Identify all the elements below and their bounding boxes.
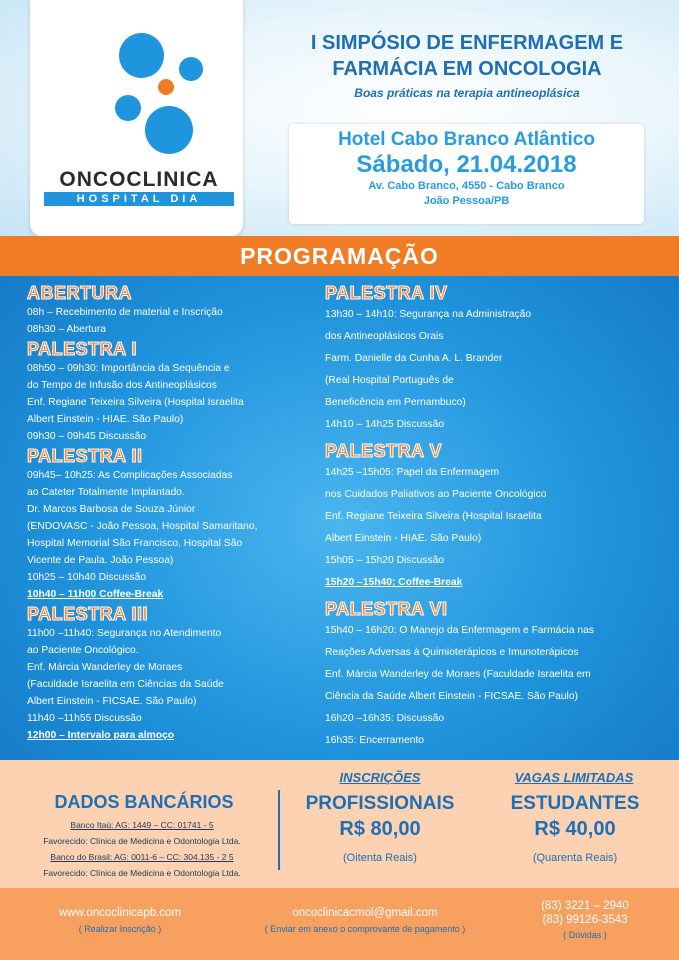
section-title: PALESTRA III (27, 604, 149, 624)
bank-itau: Banco Itaú: AG: 1449 – CC: 01741 - 5 (70, 820, 214, 830)
program-line: 15h40 – 16h20: O Manejo da Enfermagem e Farmácia nas (325, 625, 595, 636)
venue-address: Av. Cabo Branco, 4550 - Cabo Branco (368, 180, 565, 192)
program-line: Enf. Regiane Teixeira Silveira (Hospital Israelita (325, 511, 542, 522)
program-line: 09h45– 10h25: As Complicações Associadas (27, 470, 233, 481)
program-line: dos Antineoplásicos Orais (325, 331, 444, 342)
program-right-column (325, 282, 675, 756)
program-left-column (27, 282, 297, 744)
section-title: ABERTURA (27, 283, 132, 303)
website-link[interactable]: www.oncoclinicapb.com (58, 907, 182, 919)
program-line: Ciência da Saúde Albert Einstein - FICSAE. São Paulo) (325, 691, 578, 702)
program-line: 08h50 – 09h30: Importância da Sequência e (27, 363, 230, 374)
program-line: Hospital Memorial São Francisco, Hospital São (27, 538, 243, 549)
event-title-line2: FARMÁCIA EM ONCOLOGIA (332, 58, 602, 80)
program-line: Albert Einstein - HIAE. São Paulo) (27, 414, 184, 425)
program-line: Reações Adversas à Quimioterápicos e Imunoterápicos (325, 647, 579, 658)
program-line: Farm. Danielle da Cunha A. L. Brander (325, 353, 503, 364)
program-line: ao Paciente Oncológico. (27, 645, 139, 656)
section-title: PALESTRA V (325, 441, 443, 461)
program-line: ao Cateter Totalmente Implantado. (27, 487, 185, 498)
program-line: (Real Hospital Português de (325, 375, 454, 386)
program-line: (Faculdade Israelita em Ciências da Saúde (27, 679, 224, 690)
program-line: (ENDOVASC - João Pessoa, Hospital Samaritano, (27, 521, 258, 532)
program-line: 14h10 – 14h25 Discussão (325, 419, 445, 430)
vagas-heading: VAGAS LIMITADAS (514, 770, 634, 785)
event-title (262, 30, 672, 82)
program-line: 11h00 –11h40: Segurança no Atendimento (27, 628, 222, 639)
bank-itau-holder: Favorecido: Clínica de Medicina e Odontologia Ltda. (43, 836, 241, 846)
logo-dot (179, 57, 203, 81)
section-title: PALESTRA VI (325, 599, 448, 619)
professional-label: PROFISSIONAIS (305, 793, 455, 814)
section-title: PALESTRA II (27, 446, 143, 466)
logo-name: ONCOCLINICA (59, 168, 219, 191)
inscricoes-heading: INSCRIÇÕES (339, 770, 421, 785)
program-line: 10h40 – 11h00 Coffee-Break (27, 589, 164, 600)
program-line: Dr. Marcos Barbosa de Souza Júnior (27, 504, 196, 515)
logo-dot (145, 106, 193, 154)
email-note: ( Enviar em anexo o comprovante de pagamento ) (264, 924, 466, 934)
student-price: R$ 40,00 (534, 818, 616, 840)
program-line: 13h30 – 14h10: Segurança na Administração (325, 309, 532, 320)
event-title-line1: I SIMPÓSIO DE ENFERMAGEM E (310, 32, 624, 54)
program-line: Albert Einstein - FICSAE. São Paulo) (27, 696, 197, 707)
program-line: nos Cuidados Paliativos ao Paciente Oncológico (325, 489, 547, 500)
divider (278, 790, 280, 870)
section-title: PALESTRA I (27, 339, 138, 359)
website-note: ( Realizar Inscrição ) (78, 924, 162, 934)
event-date: Sábado, 21.04.2018 (356, 151, 577, 178)
bank-title: DADOS BANCÁRIOS (54, 792, 234, 812)
bank-bb: Banco do Brasil: AG: 0011-6 – CC: 304.135 - 2 5 (50, 852, 234, 862)
program-line: 12h00 – Intervalo para almoço (27, 730, 175, 741)
program-line: 15h20 –15h40: Coffee-Break (325, 577, 463, 588)
venue-city: João Pessoa/PB (423, 195, 510, 207)
student-label: ESTUDANTES (510, 793, 640, 814)
program-line: Enf. Regiane Teixeira Silveira (Hospital Israelita (27, 397, 244, 408)
logo-card (30, 0, 243, 236)
professional-words: (Oitenta Reais) (343, 852, 417, 864)
program-line: 16h35: Encerramento (325, 735, 425, 746)
program-line: Vicente de Paula. João Pessoa) (27, 555, 174, 566)
logo-tagline: HOSPITAL DIA (44, 192, 234, 206)
program-line: 11h40 –11h55 Discussão (27, 713, 142, 724)
program-line: 10h25 – 10h40 Discussão (27, 572, 147, 583)
phone-2[interactable]: (83) 99126-3543 (542, 914, 628, 926)
venue-box (289, 124, 644, 224)
phone-1[interactable]: (83) 3221 – 2940 (541, 900, 629, 912)
phone-note: ( Dúvidas ) (563, 930, 607, 940)
program-line: Albert Einstein - HIAE. São Paulo) (325, 533, 482, 544)
program-line: Enf. Márcia Wanderley de Moraes (27, 662, 183, 673)
logo-dot (158, 79, 174, 95)
student-words: (Quarenta Reais) (532, 852, 618, 864)
email-link[interactable]: oncoclinicacmol@gmail.com (292, 907, 438, 919)
event-subtitle: Boas práticas na terapia antineoplásica (354, 86, 580, 100)
program-line: Beneficência em Pernambuco) (325, 397, 466, 408)
program-line: 15h05 – 15h20 Discussão (325, 555, 445, 566)
program-line: 08h30 – Abertura (27, 324, 107, 335)
program-line: 16h20 –16h35: Discussão (325, 713, 445, 724)
program-line: Enf. Márcia Wanderley de Moraes (Faculdade Israelita em (325, 669, 591, 680)
program-line: 08h – Recebimento de material e Inscrição (27, 307, 223, 318)
program-line: 14h25 –15h05: Papel da Enfermagem (325, 467, 500, 478)
logo-dot (115, 95, 141, 121)
program-line: do Tempo de Infusão dos Antineoplásicos (27, 380, 217, 391)
logo-dot (119, 33, 164, 78)
program-line: 09h30 – 09h45 Discussão (27, 431, 147, 442)
professional-price: R$ 80,00 (339, 818, 421, 840)
program-heading: PROGRAMAÇÃO (0, 236, 679, 276)
section-title: PALESTRA IV (325, 283, 448, 303)
bank-bb-holder: Favorecido: Clínica de Medicina e Odontologia Ltda. (43, 868, 241, 878)
venue-name: Hotel Cabo Branco Atlântico (338, 129, 595, 150)
